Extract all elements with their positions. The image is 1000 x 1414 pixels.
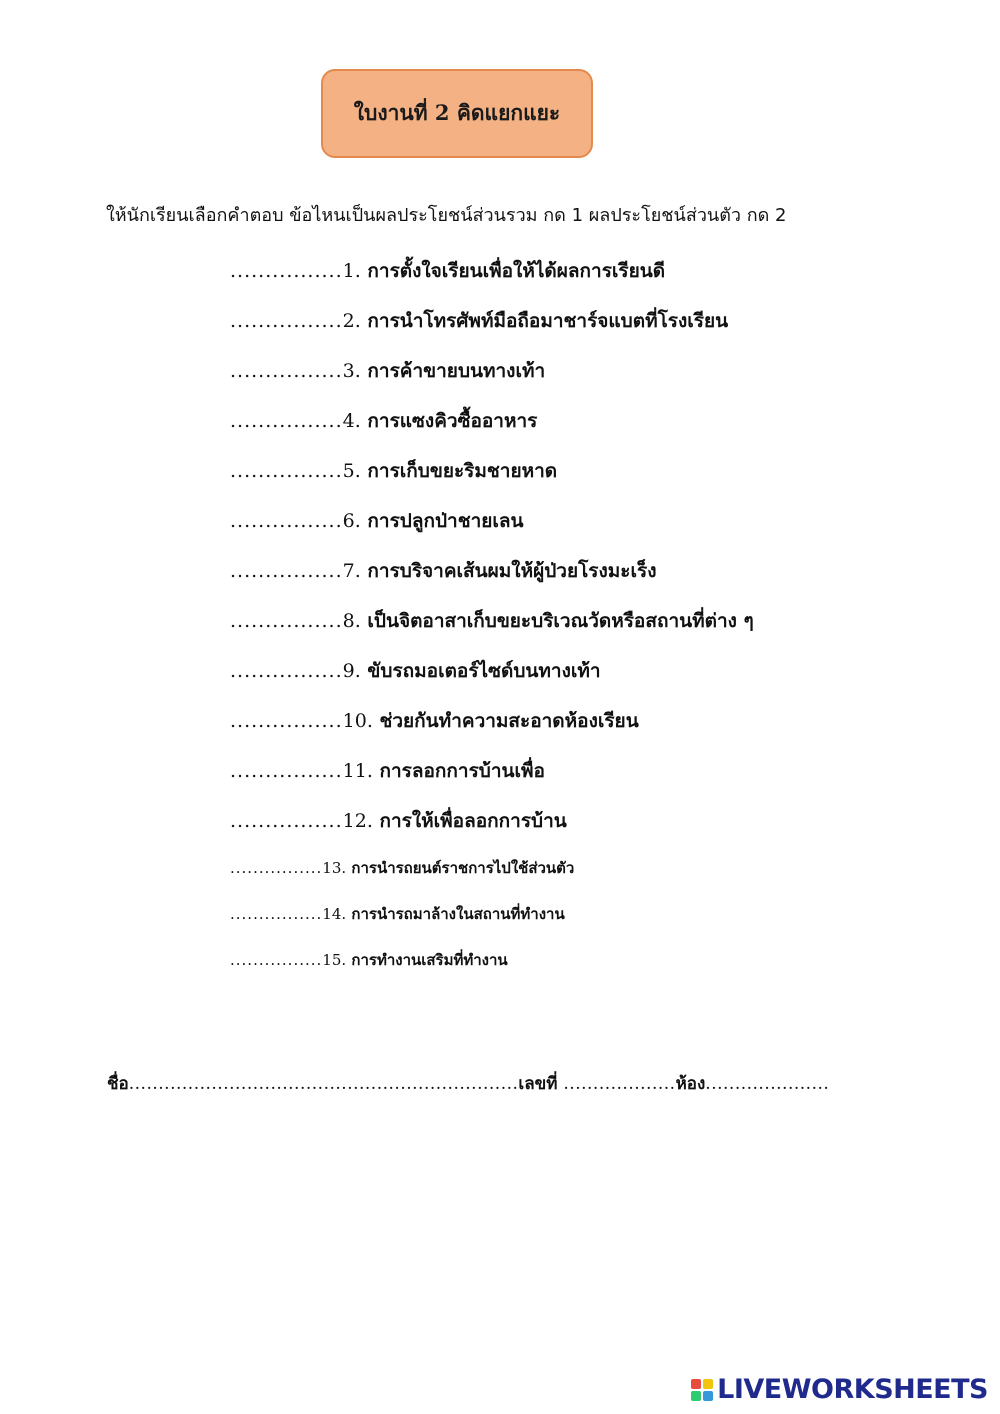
question-text: ช่วยกันทำความสะอาดห้องเรียน bbox=[372, 710, 639, 732]
question-text: การปลูกป่าชายเลน bbox=[360, 510, 524, 532]
question-item bbox=[230, 756, 545, 786]
room-input[interactable]: ..................... bbox=[705, 1074, 830, 1094]
question-number: 15. bbox=[322, 951, 347, 969]
question-text: การเก็บขยะริมชายหาด bbox=[360, 460, 558, 482]
question-text: การค้าขายบนทางเท้า bbox=[360, 360, 546, 382]
question-item bbox=[230, 606, 754, 636]
question-number: 11. bbox=[342, 760, 373, 782]
question-number: 5. bbox=[342, 460, 361, 482]
liveworksheets-brand bbox=[691, 1374, 988, 1405]
question-number: 13. bbox=[322, 859, 347, 877]
answer-blank-input[interactable]: ................ bbox=[230, 260, 343, 282]
number-label: เลขที่ bbox=[518, 1074, 564, 1094]
brand-name: LIVEWORKSHEETS bbox=[717, 1374, 988, 1405]
answer-blank-input[interactable]: ................ bbox=[230, 760, 343, 782]
question-number: 3. bbox=[342, 360, 361, 382]
question-number: 12. bbox=[342, 810, 373, 832]
question-item bbox=[230, 406, 537, 436]
question-item bbox=[230, 948, 508, 972]
question-text: การให้เพื่อลอกการบ้าน bbox=[372, 810, 567, 832]
question-item bbox=[230, 456, 557, 486]
question-text: การทำงานเสริมที่ทำงาน bbox=[346, 951, 508, 969]
question-number: 14. bbox=[322, 905, 347, 923]
student-info-line bbox=[107, 1070, 907, 1097]
question-text: การแซงคิวซื้ออาหาร bbox=[360, 410, 538, 432]
question-number: 1. bbox=[342, 260, 361, 282]
name-label: ชื่อ bbox=[107, 1074, 129, 1094]
question-text: การนำรถยนต์ราชการไปใช้ส่วนตัว bbox=[346, 859, 575, 877]
question-number: 10. bbox=[342, 710, 373, 732]
question-item bbox=[230, 902, 565, 926]
worksheet-title: ใบงานที่ 2 คิดแยกแยะ bbox=[353, 100, 561, 125]
question-item bbox=[230, 856, 574, 880]
question-item bbox=[230, 656, 601, 686]
answer-blank-input[interactable]: ................ bbox=[230, 310, 343, 332]
instruction-text: ให้นักเรียนเลือกคำตอบ ข้อไหนเป็นผลประโยชน์ส่วนรวม กด 1 ผลประโยชน์ส่วนตัว กด 2 bbox=[106, 205, 787, 226]
question-item bbox=[230, 806, 567, 836]
answer-blank-input[interactable]: ................ bbox=[230, 905, 323, 923]
question-text: การนำรถมาล้างในสถานที่ทำงาน bbox=[346, 905, 565, 923]
question-text: ขับรถมอเตอร์ไซด์บนทางเท้า bbox=[360, 660, 601, 682]
answer-blank-input[interactable]: ................ bbox=[230, 859, 323, 877]
name-input[interactable]: .................................................................. bbox=[128, 1074, 519, 1094]
question-number: 4. bbox=[342, 410, 361, 432]
answer-blank-input[interactable]: ................ bbox=[230, 660, 343, 682]
answer-blank-input[interactable]: ................ bbox=[230, 560, 343, 582]
question-text: การลอกการบ้านเพื่อ bbox=[372, 760, 545, 782]
liveworksheets-logo-icon bbox=[691, 1379, 713, 1401]
logo-square-yellow bbox=[703, 1379, 713, 1389]
number-input[interactable]: ................... bbox=[563, 1074, 676, 1094]
answer-blank-input[interactable]: ................ bbox=[230, 410, 343, 432]
question-text: เป็นจิตอาสาเก็บขยะบริเวณวัดหรือสถานที่ต่าง ๆ bbox=[360, 610, 754, 632]
room-label: ห้อง bbox=[675, 1074, 706, 1094]
question-text: การตั้งใจเรียนเพื่อให้ได้ผลการเรียนดี bbox=[360, 260, 666, 282]
answer-blank-input[interactable]: ................ bbox=[230, 510, 343, 532]
question-item bbox=[230, 506, 524, 536]
logo-square-red bbox=[691, 1379, 701, 1389]
answer-blank-input[interactable]: ................ bbox=[230, 360, 343, 382]
question-number: 6. bbox=[342, 510, 361, 532]
question-item bbox=[230, 306, 728, 336]
answer-blank-input[interactable]: ................ bbox=[230, 951, 323, 969]
answer-blank-input[interactable]: ................ bbox=[230, 460, 343, 482]
question-number: 8. bbox=[342, 610, 361, 632]
question-item bbox=[230, 356, 545, 386]
question-item bbox=[230, 706, 639, 736]
answer-blank-input[interactable]: ................ bbox=[230, 810, 343, 832]
logo-square-green bbox=[691, 1391, 701, 1401]
question-number: 7. bbox=[342, 560, 361, 582]
logo-square-blue bbox=[703, 1391, 713, 1401]
question-number: 2. bbox=[342, 310, 361, 332]
question-item bbox=[230, 256, 665, 286]
question-text: การนำโทรศัพท์มือถือมาชาร์จแบตที่โรงเรียน bbox=[360, 310, 729, 332]
question-text: การบริจาคเส้นผมให้ผู้ป่วยโรงมะเร็ง bbox=[360, 560, 657, 582]
question-number: 9. bbox=[342, 660, 361, 682]
question-item bbox=[230, 556, 656, 586]
answer-blank-input[interactable]: ................ bbox=[230, 610, 343, 632]
worksheet-title-box bbox=[321, 69, 593, 158]
answer-blank-input[interactable]: ................ bbox=[230, 710, 343, 732]
